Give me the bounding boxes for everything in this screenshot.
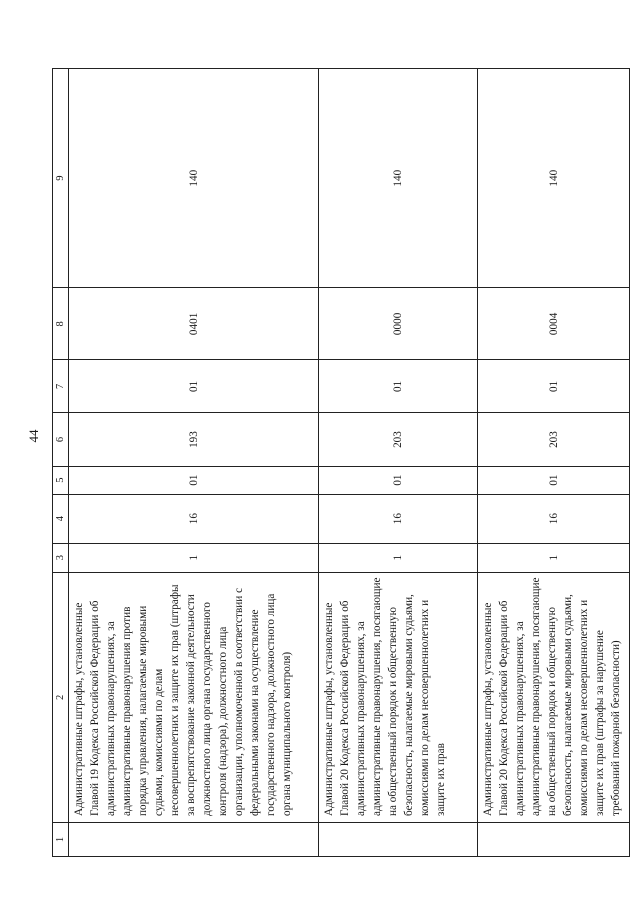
cell-col5: 01 xyxy=(478,466,630,494)
cell-col7: 01 xyxy=(69,360,319,413)
cell-col4: 16 xyxy=(319,494,478,543)
cell-col5: 01 xyxy=(69,466,319,494)
cell-col1 xyxy=(319,822,478,856)
cell-col6: 193 xyxy=(69,413,319,466)
header-cell: 2 xyxy=(53,572,69,822)
table-header-row xyxy=(53,69,69,857)
cell-col4: 16 xyxy=(69,494,319,543)
header-cell: 8 xyxy=(53,288,69,360)
cell-col3: 1 xyxy=(69,543,319,572)
table-row xyxy=(69,69,319,857)
cell-col8: 0401 xyxy=(69,288,319,360)
header-cell: 7 xyxy=(53,360,69,413)
cell-col9: 140 xyxy=(478,69,630,288)
cell-col1 xyxy=(478,822,630,856)
cell-col1 xyxy=(69,822,319,856)
cell-col7: 01 xyxy=(319,360,478,413)
table-row xyxy=(478,69,630,857)
header-cell: 3 xyxy=(53,543,69,572)
cell-description: Административные штрафы, установленные Главой 19 Кодекса Российской Федерации об административных правонарушениях, за административные правонарушения против порядка управления, налагаемые мировыми судьями, комиссиями по делам несовершеннолетних и защите их прав (штрафы за воспрепятствование законной деятельности должностного лица органа государственного контроля (надзора), должностного лица организации, уполномоченной в соответствии с федеральными законами на осуществление государственного надзора, должностного лица органа муниципального контроля) xyxy=(69,572,319,822)
table-row xyxy=(319,69,478,857)
cell-col4: 16 xyxy=(478,494,630,543)
header-cell: 5 xyxy=(53,466,69,494)
budget-code-table xyxy=(52,68,630,857)
cell-col8: 0004 xyxy=(478,288,630,360)
cell-col7: 01 xyxy=(478,360,630,413)
rotated-table-wrapper xyxy=(52,169,640,857)
header-cell: 6 xyxy=(53,413,69,466)
cell-col3: 1 xyxy=(319,543,478,572)
cell-description: Административные штрафы, установленные Главой 20 Кодекса Российской Федерации об административных правонарушениях, за административные правонарушения, посягающие на общественный порядок и общественную безопасность, налагаемые мировыми судьями, комиссиями по делам несовершеннолетних и защите их прав xyxy=(319,572,478,822)
cell-col9: 140 xyxy=(69,69,319,288)
cell-col5: 01 xyxy=(319,466,478,494)
page-number: 44 xyxy=(26,429,41,443)
cell-col6: 203 xyxy=(319,413,478,466)
cell-col8: 0000 xyxy=(319,288,478,360)
cell-col9: 140 xyxy=(319,69,478,288)
cell-description: Административные штрафы, установленные Главой 20 Кодекса Российской Федерации об административных правонарушениях, за административные правонарушения, посягающие на общественный порядок и общественную безопасность, налагаемые мировыми судьями, комиссиями по делам несовершеннолетних и защите их прав (штрафы за нарушение требований пожарной безопасности) xyxy=(478,572,630,822)
header-cell: 9 xyxy=(53,69,69,288)
cell-col3: 1 xyxy=(478,543,630,572)
header-cell: 1 xyxy=(53,822,69,856)
header-cell: 4 xyxy=(53,494,69,543)
cell-col6: 203 xyxy=(478,413,630,466)
